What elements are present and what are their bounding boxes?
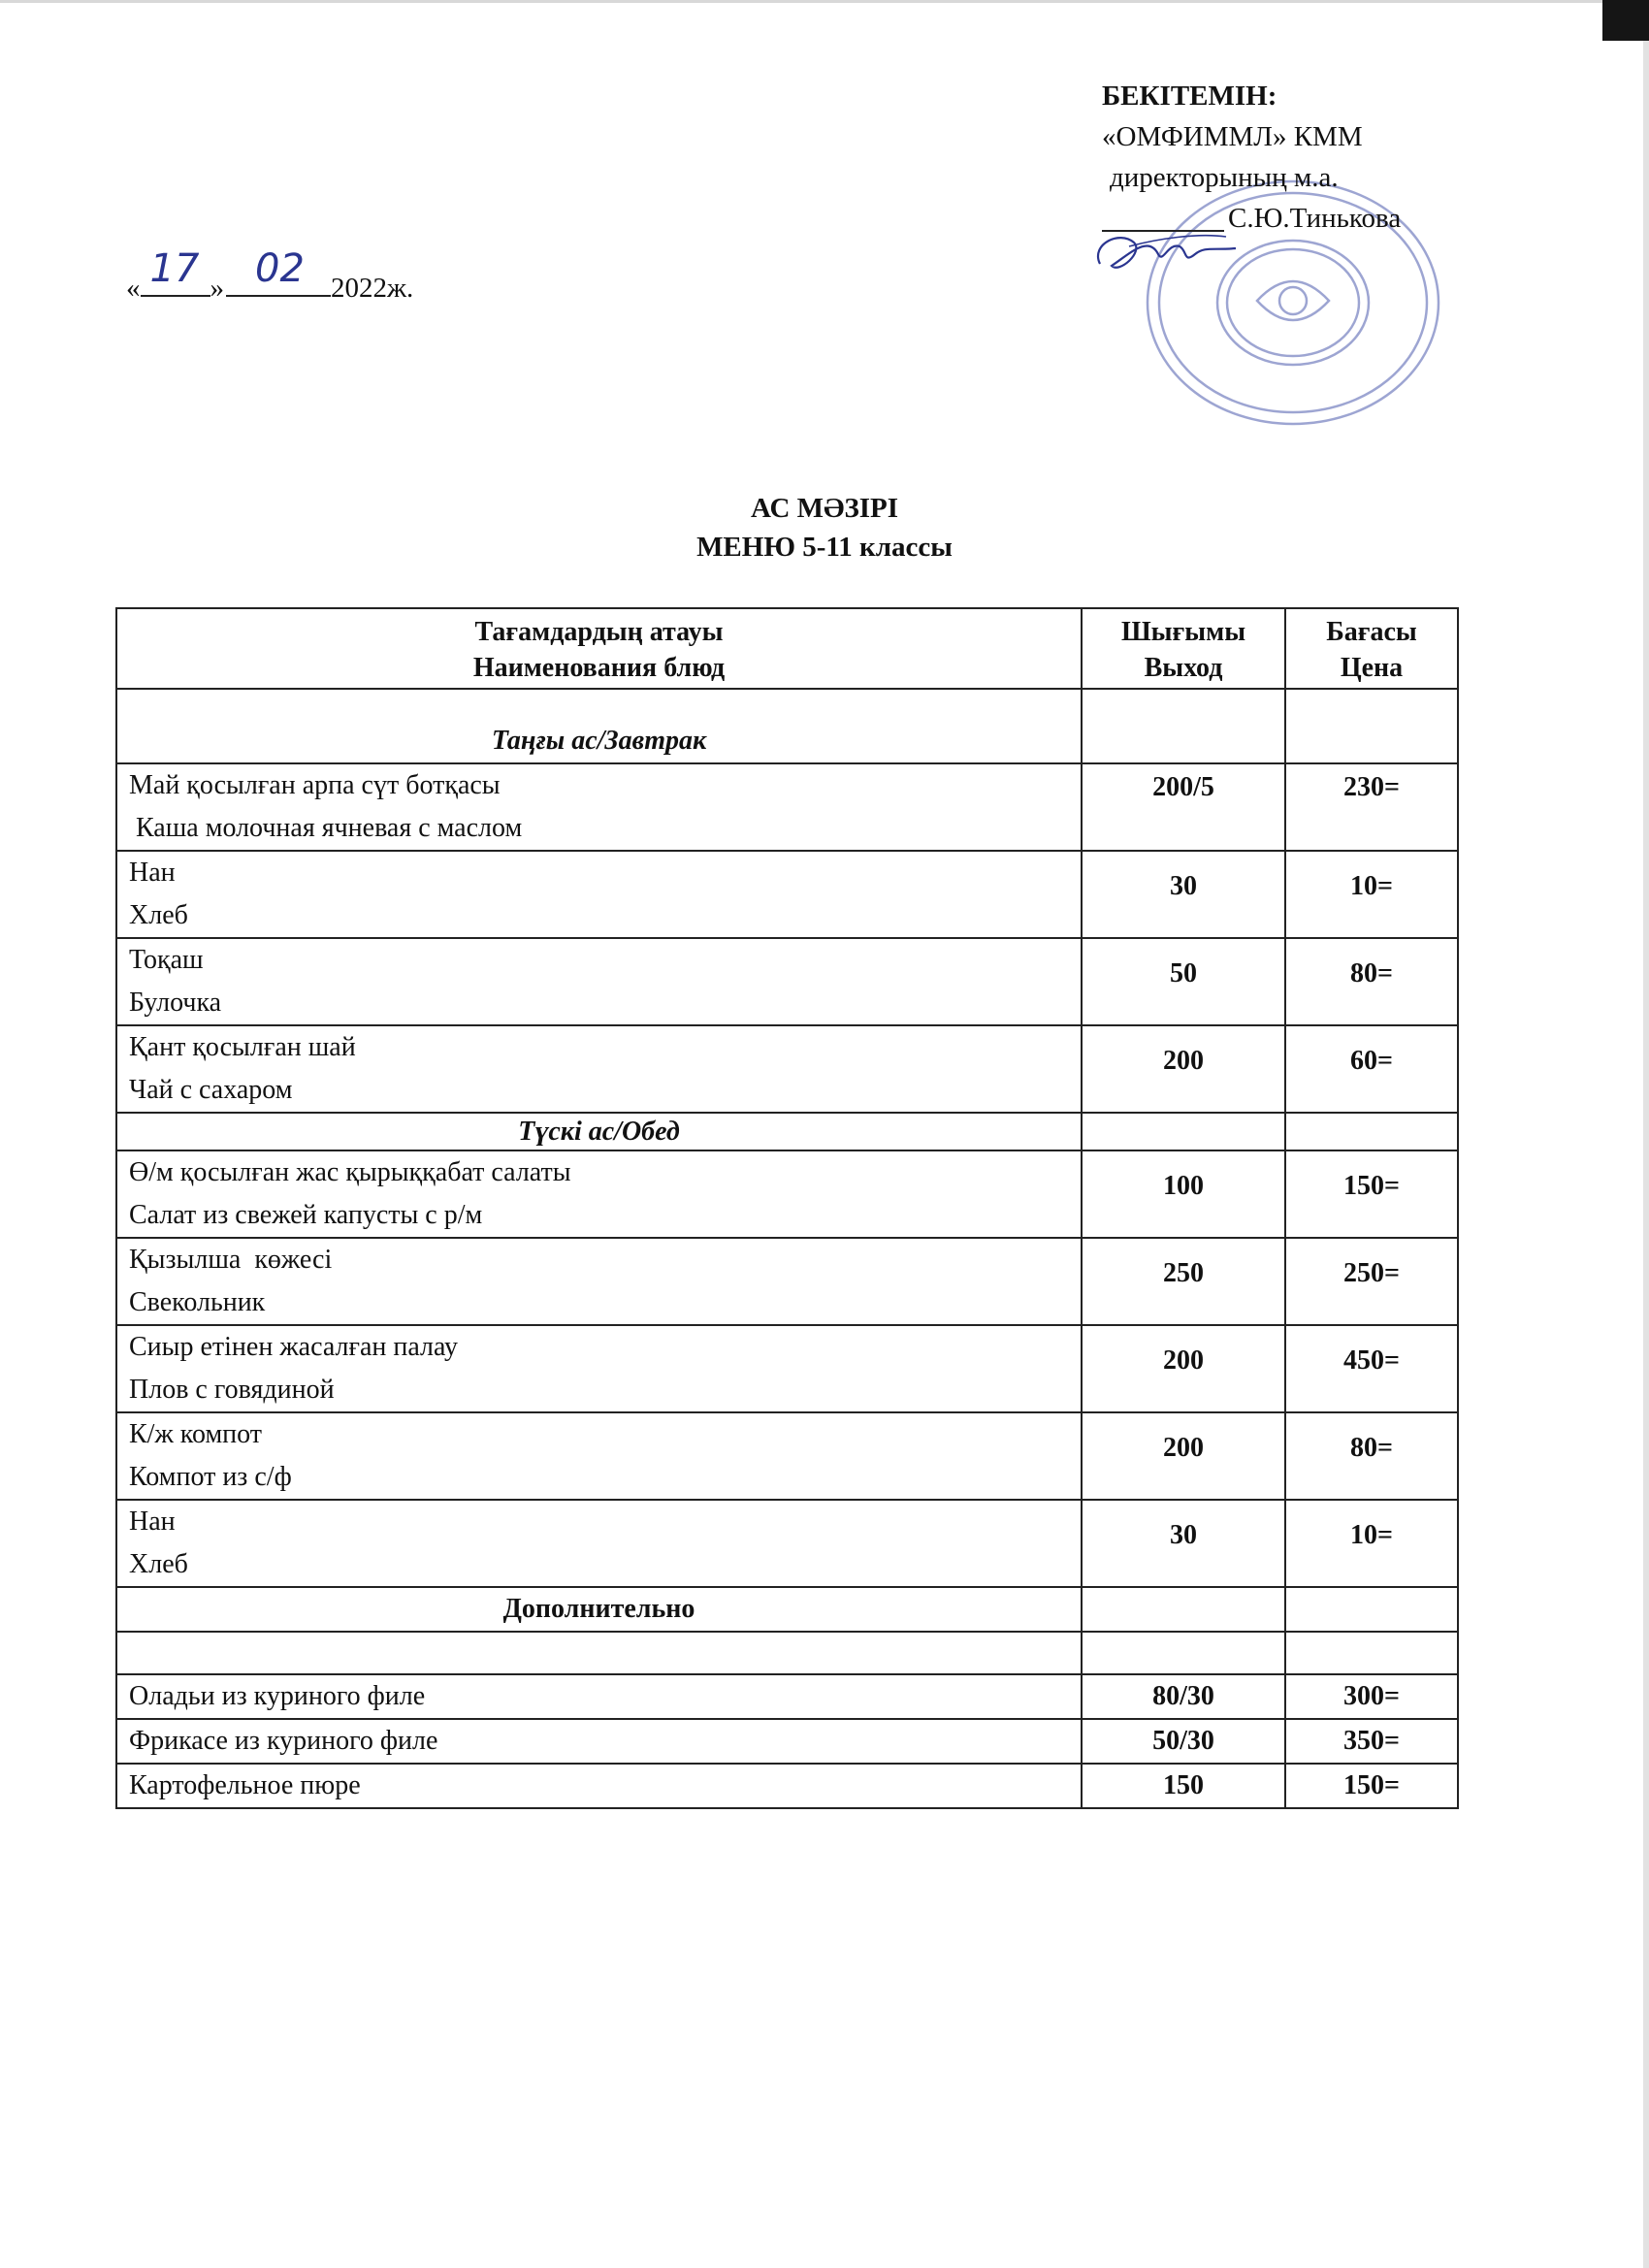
scan-edge-top	[0, 0, 1649, 3]
dish-name-ru: Свекольник	[129, 1287, 266, 1317]
date-day-blank	[141, 246, 210, 297]
table-row	[116, 1764, 1458, 1808]
dish-name: Картофельное пюре	[116, 1764, 1082, 1808]
dish-name-ru: Компот из с/ф	[129, 1462, 292, 1492]
header-output: Шығымы Выход	[1082, 608, 1285, 689]
dish-name-kz: Ө/м қосылған жас қырыққабат салаты	[129, 1157, 571, 1187]
dish-price: 300=	[1285, 1674, 1458, 1719]
dish-name-kz: К/ж компот	[129, 1419, 263, 1449]
dish-output: 30	[1170, 871, 1197, 901]
dish-name-kz: Май қосылған арпа сүт ботқасы	[129, 770, 501, 800]
approval-title: БЕКІТЕМІН:	[1102, 81, 1277, 112]
table-row	[116, 1325, 1458, 1412]
dish-name-ru: Каша молочная ячневая с маслом	[129, 813, 523, 843]
date-open-quote: «	[126, 273, 141, 304]
title-ru: МЕНЮ 5-11 классы	[696, 532, 953, 563]
table-row	[116, 1412, 1458, 1500]
dish-output: 30	[1170, 1520, 1197, 1550]
dish-name-ru: Булочка	[129, 988, 222, 1018]
dish-output: 200	[1163, 1345, 1204, 1376]
dish-price: 350=	[1285, 1719, 1458, 1764]
dish-price: 250=	[1343, 1258, 1400, 1288]
table-row	[116, 1500, 1458, 1587]
table-row	[116, 1150, 1458, 1238]
date-day: 17	[149, 246, 200, 291]
dish-name-kz: Қызылша көжесі	[129, 1245, 333, 1275]
header-dish-name: Тағамдардың атауы Наименования блюд	[116, 608, 1082, 689]
dish-name-ru: Хлеб	[129, 1549, 188, 1579]
section-breakfast-label: Таңғы ас/Завтрак	[491, 726, 707, 756]
dish-name-ru: Плов с говядиной	[129, 1375, 335, 1405]
table-row	[116, 1674, 1458, 1719]
dish-price: 80=	[1350, 1433, 1393, 1463]
section-row-lunch	[116, 1113, 1458, 1150]
date-month-blank	[226, 246, 331, 297]
document-title	[0, 489, 1649, 567]
title-kz: АС МӘЗІРІ	[750, 493, 899, 524]
dish-price: 80=	[1350, 958, 1393, 988]
dish-output: 100	[1163, 1171, 1204, 1201]
dish-name: Фрикасе из куриного филе	[116, 1719, 1082, 1764]
dish-output: 250	[1163, 1258, 1204, 1288]
dish-name-kz: Сиыр етінен жасалған палау	[129, 1332, 459, 1362]
dish-name-kz: Тоқаш	[129, 945, 204, 975]
dish-name: Оладьи из куриного филе	[116, 1674, 1082, 1719]
dish-output: 200/5	[1152, 772, 1214, 802]
approval-block	[1102, 76, 1402, 239]
dish-output: 200	[1163, 1433, 1204, 1463]
dish-output: 200	[1163, 1046, 1204, 1076]
dish-price: 230=	[1343, 772, 1400, 802]
approver-name: С.Ю.Тинькова	[1228, 203, 1402, 234]
date-month: 02	[255, 246, 305, 291]
approval-organization: «ОМФИММЛ» КММ	[1102, 121, 1363, 152]
table-row	[116, 938, 1458, 1025]
table-row	[116, 763, 1458, 851]
section-row-extra	[116, 1587, 1458, 1632]
table-header-row	[116, 608, 1458, 689]
empty-row	[116, 1632, 1458, 1674]
table-row	[116, 1719, 1458, 1764]
header-price: Бағасы Цена	[1285, 608, 1458, 689]
dish-name-ru: Хлеб	[129, 900, 188, 930]
approval-position: директорының м.а.	[1110, 162, 1339, 193]
scan-corner	[1602, 0, 1649, 41]
dish-name-ru: Салат из свежей капусты с р/м	[129, 1200, 483, 1230]
section-row-breakfast	[116, 689, 1458, 763]
dish-output: 50	[1170, 958, 1197, 988]
dish-price: 60=	[1350, 1046, 1393, 1076]
date-close-quote: »	[210, 273, 224, 304]
section-extra-label: Дополнительно	[116, 1587, 1082, 1632]
handwritten-signature	[1090, 225, 1245, 287]
table-row	[116, 851, 1458, 938]
table-row	[116, 1025, 1458, 1113]
menu-table	[115, 607, 1459, 1809]
dish-price: 10=	[1350, 871, 1393, 901]
approval-date	[126, 246, 414, 308]
table-row	[116, 1238, 1458, 1325]
dish-price: 10=	[1350, 1520, 1393, 1550]
dish-name-kz: Нан	[129, 858, 176, 888]
section-lunch-label: Түскі ас/Обед	[116, 1113, 1082, 1150]
dish-price: 150=	[1285, 1764, 1458, 1808]
dish-name-kz: Қант қосылған шай	[129, 1032, 356, 1062]
date-year: 2022ж.	[331, 273, 414, 304]
dish-name-kz: Нан	[129, 1507, 176, 1537]
dish-price: 450=	[1343, 1345, 1400, 1376]
dish-output: 50/30	[1082, 1719, 1285, 1764]
dish-output: 80/30	[1082, 1674, 1285, 1719]
dish-price: 150=	[1343, 1171, 1400, 1201]
dish-name-ru: Чай с сахаром	[129, 1075, 293, 1105]
scan-edge-right	[1643, 0, 1649, 2268]
dish-output: 150	[1082, 1764, 1285, 1808]
